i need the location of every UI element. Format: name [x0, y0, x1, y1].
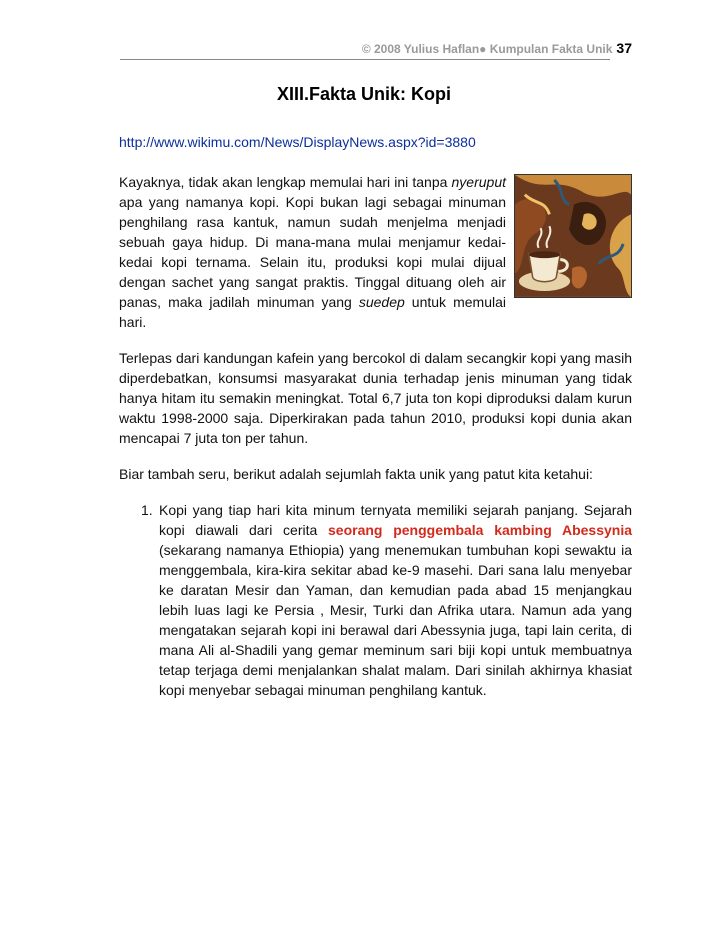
facts-list — [119, 500, 632, 700]
paragraph-intro: Kayaknya, tidak akan lengkap memulai hari ini tanpa nyeruput apa yang namanya kopi. Kopi bukan lagi sebagai minuman penghilang rasa kantuk, namun sudah menjelma menjadi sebuah gaya hidup. Di mana-mana mulai menjamur kedai-kedai kopi ternama. Selain itu, produksi kopi mulai dijual dengan sachet yang sangat praktis. Tinggal dituang oleh air panas, maka jadilah minuman yang suedep untuk memulai hari. — [119, 174, 506, 330]
list-item: Kopi yang tiap hari kita minum ternyata memiliki sejarah panjang. Sejarah kopi diawali dari cerita seorang penggembala kambing Abessynia (sekarang namanya Ethiopia) yang menemukan tumbuhan kopi sewaktu ia menggembala, kira-kira sekitar abad ke-9 masehi. Dari sana lalu menyebar ke daratan Mesir dan Yaman, dan kemudian pada abad 15 menjangkau lebih luas lagi ke Persia , Mesir, Turki dan Afrika utara. Namun ada yang mengatakan sejarah kopi ini berawal dari Abessynia juga, tapi lain cerita, di mana Ali al-Shadili yang gemar meminum sari biji kopi untuk membuatnya tetap terjaga demi menjalankan shalat malam. Dari sinilah akhirnya khasiat kopi menyebar sebagai minuman penghilang kantuk. — [159, 502, 633, 698]
header-rule — [120, 59, 610, 60]
italic-term: suedep — [358, 294, 405, 310]
highlight-text: seorang penggembala kambing Abessynia — [328, 522, 633, 538]
page-title: XIII.Fakta Unik: Kopi — [276, 84, 452, 104]
paragraph-consumption: Terlepas dari kandungan kafein yang bercokol di dalam secangkir kopi yang masih diperdebatkan, konsumsi masyarakat dunia terhadap jenis minuman yang tidak hanya hitam itu semakin meningkat. Total 6,7 juta ton kopi diproduksi dalam kurun waktu 1998-2000 saja. Diperkirakan pada tahun 2010, produksi kopi dunia akan mencapai 7 juta ton per tahun. — [119, 350, 632, 446]
header-text: © 2008 Yulius Haflan● Kumpulan Fakta Unik — [361, 42, 613, 56]
page-header — [120, 40, 632, 56]
italic-term: nyeruput — [451, 174, 506, 190]
coffee-painting-image — [515, 175, 631, 297]
article-body — [119, 172, 632, 700]
coffee-illustration — [514, 174, 632, 298]
page-number: 37 — [616, 40, 632, 56]
source-link[interactable]: http://www.wikimu.com/News/DisplayNews.aspx?id=3880 — [119, 134, 476, 150]
paragraph-lead: Biar tambah seru, berikut adalah sejumlah fakta unik yang patut kita ketahui: — [119, 466, 593, 482]
